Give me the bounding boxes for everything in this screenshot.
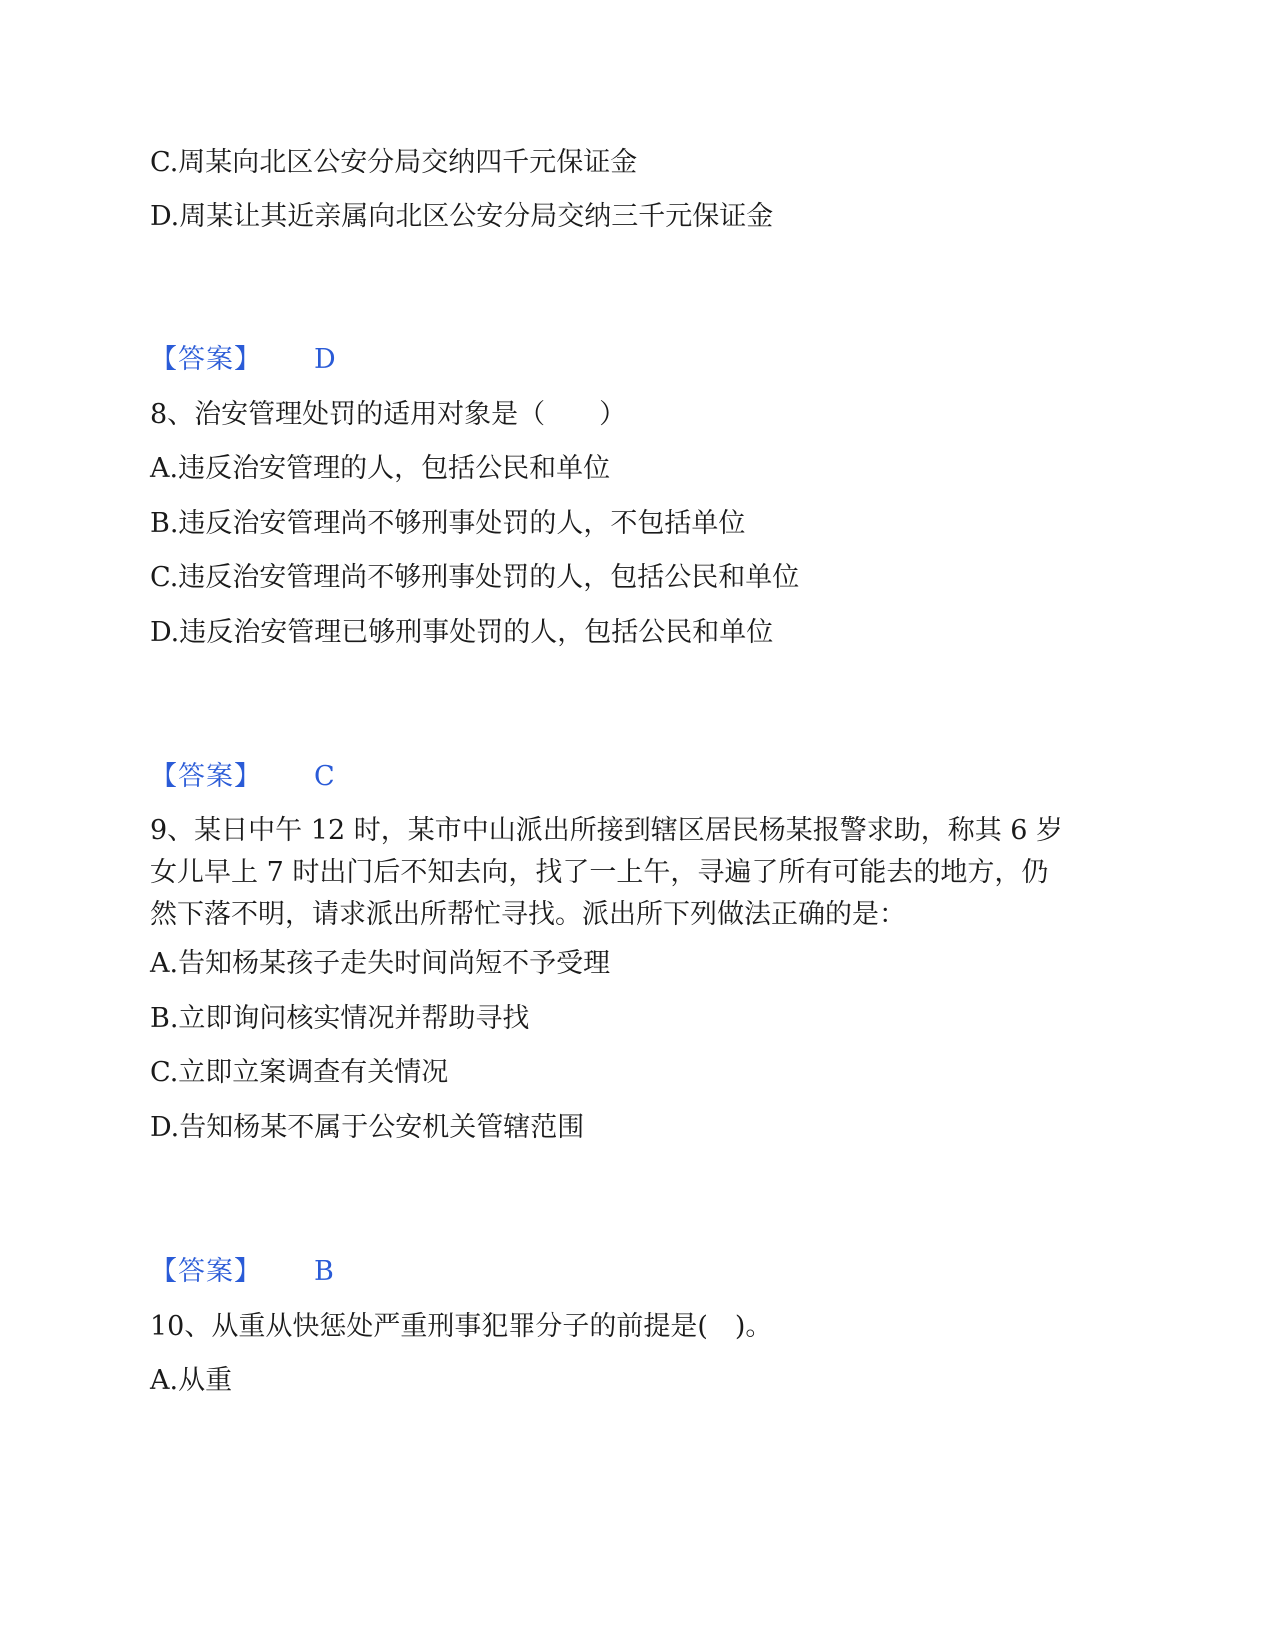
q8-option-d: D.违反治安管理已够刑事处罚的人，包括公民和单位 bbox=[150, 617, 774, 648]
q9-option-a: A.告知杨某孩子走失时间尚短不予受理 bbox=[150, 948, 611, 979]
q7-option-d: D.周某让其近亲属向北区公安分局交纳三千元保证金 bbox=[150, 201, 774, 232]
answer-label: 【答案】 bbox=[150, 344, 262, 375]
q8-option-b: B.违反治安管理尚不够刑事处罚的人，不包括单位 bbox=[150, 508, 746, 539]
q9-answer bbox=[150, 1255, 334, 1289]
q8-option-c: C.违反治安管理尚不够刑事处罚的人，包括公民和单位 bbox=[150, 562, 800, 593]
q10-option-a: A.从重 bbox=[150, 1365, 233, 1396]
q9-option-c: C.立即立案调查有关情况 bbox=[150, 1057, 449, 1088]
q8-option-a: A.违反治安管理的人，包括公民和单位 bbox=[150, 453, 611, 484]
answer-value: B bbox=[314, 1256, 334, 1287]
q9-question bbox=[150, 810, 1130, 936]
q9-question-line-2: 女儿早上 7 时出门后不知去向，找了一上午，寻遍了所有可能去的地方，仍 bbox=[150, 857, 1049, 888]
answer-label: 【答案】 bbox=[150, 1256, 262, 1287]
q9-question-line-3: 然下落不明，请求派出所帮忙寻找。派出所下列做法正确的是： bbox=[150, 899, 906, 930]
q7-answer bbox=[150, 343, 336, 377]
answer-label: 【答案】 bbox=[150, 761, 262, 792]
answer-value: D bbox=[314, 344, 336, 375]
q7-option-c: C.周某向北区公安分局交纳四千元保证金 bbox=[150, 147, 638, 178]
q8-question: 8、治安管理处罚的适用对象是（ ） bbox=[150, 399, 627, 430]
q9-option-b: B.立即询问核实情况并帮助寻找 bbox=[150, 1003, 530, 1034]
q10-question: 10、从重从快惩处严重刑事犯罪分子的前提是( )。 bbox=[150, 1311, 773, 1342]
q8-answer bbox=[150, 760, 335, 794]
q9-question-line-1: 9、某日中午 12 时，某市中山派出所接到辖区居民杨某报警求助，称其 6 岁 bbox=[150, 815, 1064, 846]
answer-value: C bbox=[314, 761, 335, 792]
q9-option-d: D.告知杨某不属于公安机关管辖范围 bbox=[150, 1112, 585, 1143]
